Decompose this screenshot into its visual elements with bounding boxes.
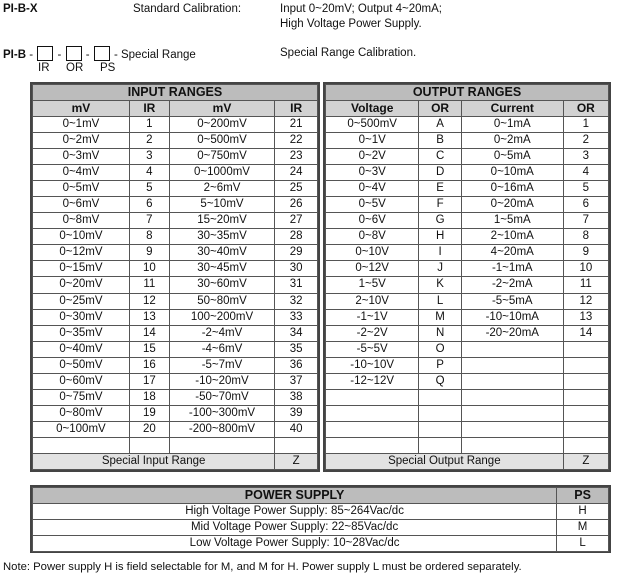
table-row (326, 117, 609, 133)
or-code-box (66, 46, 82, 61)
table-cell: 100~200mV (169, 309, 274, 325)
code-dash-1: - (29, 49, 34, 61)
table-row (33, 389, 318, 405)
table-cell: 0~1mV (33, 117, 130, 133)
table-cell: -2~2V (326, 325, 419, 341)
table-cell: N (419, 325, 461, 341)
table-cell: 0~15mV (33, 261, 130, 277)
table-row (326, 197, 609, 213)
table-cell: 16 (129, 357, 169, 373)
table-cell: 0~12V (326, 261, 419, 277)
table-cell: -2~2mA (461, 277, 563, 293)
table-cell: 28 (275, 229, 318, 245)
table-cell: -2~4mV (169, 325, 274, 341)
table-cell: -4~6mV (169, 341, 274, 357)
box-label-ps: PS (100, 62, 116, 74)
table-row (326, 133, 609, 149)
table-cell: 0~20mV (33, 277, 130, 293)
table-cell: 32 (275, 293, 318, 309)
table-cell: 24 (275, 165, 318, 181)
standard-calibration-label: Standard Calibration: (133, 3, 242, 15)
table-cell: 8 (129, 229, 169, 245)
table-row (33, 293, 318, 309)
table-cell (326, 405, 419, 421)
ir-code-box (37, 46, 53, 61)
special-input-range-code: Z (275, 454, 318, 470)
table-cell: 30~45mV (169, 261, 274, 277)
table-row (33, 504, 609, 520)
table-cell: 0~50mV (33, 357, 130, 373)
special-input-range-label: Special Input Range (33, 454, 275, 470)
table-cell: 38 (275, 389, 318, 405)
table-cell: L (419, 293, 461, 309)
special-model-code (3, 46, 196, 61)
table-row (33, 245, 318, 261)
table-cell: 34 (275, 325, 318, 341)
table-cell: 8 (563, 229, 608, 245)
table-cell: 0~1V (326, 133, 419, 149)
table-cell (563, 389, 608, 405)
table-cell: 15~20mV (169, 213, 274, 229)
input-ranges-title: INPUT RANGES (33, 85, 318, 101)
table-cell: M (419, 309, 461, 325)
table-row (33, 117, 318, 133)
table-cell: 0~8mV (33, 213, 130, 229)
table-row (326, 181, 609, 197)
table-cell: 26 (275, 197, 318, 213)
table-cell: 0~4V (326, 181, 419, 197)
table-cell (563, 405, 608, 421)
table-cell: B (419, 133, 461, 149)
table-cell: 13 (129, 309, 169, 325)
table-cell: 0~6V (326, 213, 419, 229)
table-cell: C (419, 149, 461, 165)
power-supply-title: POWER SUPPLY (33, 488, 557, 504)
table-row (326, 309, 609, 325)
table-row (326, 325, 609, 341)
table-cell: 0~25mV (33, 293, 130, 309)
table-cell: 13 (563, 309, 608, 325)
table-cell: 0~20mA (461, 197, 563, 213)
table-cell: 5~10mV (169, 197, 274, 213)
power-supply-body (33, 504, 609, 552)
table-cell: -1~1mA (461, 261, 563, 277)
table-cell: J (419, 261, 461, 277)
table-cell (461, 421, 563, 437)
table-cell: 0~500mV (326, 117, 419, 133)
table-cell: 39 (275, 405, 318, 421)
table-cell: 0~3V (326, 165, 419, 181)
standard-calibration-desc-2: High Voltage Power Supply. (280, 18, 422, 30)
table-cell (129, 437, 169, 453)
table-cell: 11 (129, 277, 169, 293)
table-cell (419, 389, 461, 405)
table-cell: -200~800mV (169, 421, 274, 437)
table-row (326, 213, 609, 229)
table-row (326, 437, 609, 453)
table-row (33, 197, 318, 213)
output-ranges-body (326, 117, 609, 454)
table-row (326, 357, 609, 373)
table-row (33, 261, 318, 277)
table-cell: A (419, 117, 461, 133)
table-cell: 0~2mA (461, 133, 563, 149)
table-cell: 4 (129, 165, 169, 181)
special-calibration-desc: Special Range Calibration. (280, 47, 417, 59)
table-cell: 10 (129, 261, 169, 277)
table-cell: 0~12mV (33, 245, 130, 261)
table-row (326, 421, 609, 437)
table-cell (461, 373, 563, 389)
table-cell: 3 (129, 149, 169, 165)
table-cell: 10 (563, 261, 608, 277)
table-cell: -10~20mV (169, 373, 274, 389)
table-cell: 40 (275, 421, 318, 437)
table-cell: 0~10mV (33, 229, 130, 245)
table-cell: D (419, 165, 461, 181)
table-cell (169, 437, 274, 453)
table-row (33, 437, 318, 453)
table-cell: 30~40mV (169, 245, 274, 261)
table-cell: E (419, 181, 461, 197)
input-ranges-body (33, 117, 318, 454)
table-cell: 21 (275, 117, 318, 133)
table-cell: 36 (275, 357, 318, 373)
table-cell: 14 (563, 325, 608, 341)
table-cell: 0~30mV (33, 309, 130, 325)
table-cell: 0~80mV (33, 405, 130, 421)
input-header-ir-2: IR (275, 101, 318, 117)
table-row (33, 536, 609, 552)
table-cell: 35 (275, 341, 318, 357)
table-cell: 0~500mV (169, 133, 274, 149)
table-cell (326, 437, 419, 453)
special-range-label: - Special Range (113, 49, 196, 61)
table-cell: 9 (129, 245, 169, 261)
table-cell: 11 (563, 277, 608, 293)
table-row (326, 229, 609, 245)
power-supply-code: H (557, 504, 609, 520)
ps-code-box (94, 46, 110, 61)
input-header-mv-1: mV (33, 101, 130, 117)
table-cell: 0~16mA (461, 181, 563, 197)
table-cell: 14 (129, 325, 169, 341)
power-supply-code: L (557, 536, 609, 552)
table-cell (326, 389, 419, 405)
power-supply-code: M (557, 520, 609, 536)
table-cell: 0~35mV (33, 325, 130, 341)
standard-model-code: PI-B-X (3, 3, 38, 15)
table-cell: 4~20mA (461, 245, 563, 261)
table-cell: 0~6mV (33, 197, 130, 213)
table-row (33, 405, 318, 421)
table-row (326, 293, 609, 309)
special-model-prefix: PI-B (3, 49, 26, 61)
table-cell: 12 (563, 293, 608, 309)
table-cell: 3 (563, 149, 608, 165)
table-cell (326, 421, 419, 437)
table-cell: 15 (129, 341, 169, 357)
table-cell (275, 437, 318, 453)
input-header-mv-2: mV (169, 101, 274, 117)
table-cell: 29 (275, 245, 318, 261)
table-row (33, 373, 318, 389)
table-row (33, 213, 318, 229)
box-label-ir: IR (38, 62, 50, 74)
table-cell: 25 (275, 181, 318, 197)
table-cell: 5 (563, 181, 608, 197)
output-ranges-title: OUTPUT RANGES (326, 85, 609, 101)
table-row (326, 373, 609, 389)
table-cell: 0~1000mV (169, 165, 274, 181)
table-cell (461, 405, 563, 421)
power-supply-table (30, 485, 611, 553)
table-cell: -1~1V (326, 309, 419, 325)
table-cell: 1 (129, 117, 169, 133)
table-cell (563, 341, 608, 357)
table-cell: 12 (129, 293, 169, 309)
table-cell: 2 (563, 133, 608, 149)
table-cell: 2 (129, 133, 169, 149)
table-cell: 4 (563, 165, 608, 181)
table-cell: 9 (563, 245, 608, 261)
table-cell: 0~8V (326, 229, 419, 245)
table-row (33, 149, 318, 165)
table-cell: 2~10V (326, 293, 419, 309)
power-supply-code-header: PS (557, 488, 609, 504)
table-cell: -10~10mA (461, 309, 563, 325)
table-cell: 50~80mV (169, 293, 274, 309)
table-cell: 31 (275, 277, 318, 293)
table-cell (461, 437, 563, 453)
table-row (326, 389, 609, 405)
output-header-current: Current (461, 101, 563, 117)
table-cell (461, 389, 563, 405)
table-row (33, 357, 318, 373)
table-row (326, 245, 609, 261)
table-row (326, 165, 609, 181)
table-cell: 30~60mV (169, 277, 274, 293)
special-output-range-label: Special Output Range (326, 454, 564, 470)
table-cell: 2~6mV (169, 181, 274, 197)
table-cell (419, 405, 461, 421)
table-cell: -12~12V (326, 373, 419, 389)
standard-calibration-desc-1: Input 0~20mV; Output 4~20mA; (280, 3, 442, 15)
table-cell: G (419, 213, 461, 229)
table-cell: 30 (275, 261, 318, 277)
table-row (326, 277, 609, 293)
table-cell: 5 (129, 181, 169, 197)
table-cell: 2~10mA (461, 229, 563, 245)
output-header-or-2: OR (563, 101, 608, 117)
table-cell: 0~60mV (33, 373, 130, 389)
table-cell (461, 357, 563, 373)
table-cell: 19 (129, 405, 169, 421)
table-cell: F (419, 197, 461, 213)
table-row (33, 133, 318, 149)
table-cell: 0~200mV (169, 117, 274, 133)
table-cell: 1~5V (326, 277, 419, 293)
output-header-or-1: OR (419, 101, 461, 117)
table-row (33, 181, 318, 197)
table-cell: -20~20mA (461, 325, 563, 341)
table-cell: 7 (129, 213, 169, 229)
power-supply-desc: Low Voltage Power Supply: 10~28Vac/dc (33, 536, 557, 552)
table-cell: 0~5mV (33, 181, 130, 197)
table-cell: 18 (129, 389, 169, 405)
table-cell: K (419, 277, 461, 293)
table-cell: 7 (563, 213, 608, 229)
table-cell: 1~5mA (461, 213, 563, 229)
table-cell: Q (419, 373, 461, 389)
table-cell: -5~5mA (461, 293, 563, 309)
table-cell: O (419, 341, 461, 357)
table-row (33, 341, 318, 357)
table-cell: 23 (275, 149, 318, 165)
table-cell: P (419, 357, 461, 373)
table-cell: 0~5mA (461, 149, 563, 165)
table-cell: 0~750mV (169, 149, 274, 165)
table-row (326, 405, 609, 421)
table-cell: 6 (563, 197, 608, 213)
table-cell: 30~35mV (169, 229, 274, 245)
table-cell: 0~5V (326, 197, 419, 213)
box-label-or: OR (66, 62, 84, 74)
power-supply-desc: Mid Voltage Power Supply: 22~85Vac/dc (33, 520, 557, 536)
table-cell: 0~2V (326, 149, 419, 165)
table-row (326, 261, 609, 277)
table-cell: -50~70mV (169, 389, 274, 405)
table-row (326, 341, 609, 357)
table-cell (563, 357, 608, 373)
table-row (33, 421, 318, 437)
table-cell: 22 (275, 133, 318, 149)
table-cell: 37 (275, 373, 318, 389)
table-cell: 1 (563, 117, 608, 133)
input-ranges-table (30, 82, 320, 472)
table-cell (563, 437, 608, 453)
table-cell: 20 (129, 421, 169, 437)
table-row (33, 165, 318, 181)
table-row (33, 277, 318, 293)
table-cell: 6 (129, 197, 169, 213)
code-dash-2: - (57, 49, 62, 61)
table-cell: 0~4mV (33, 165, 130, 181)
table-row (33, 229, 318, 245)
special-output-range-code: Z (563, 454, 608, 470)
table-cell (33, 437, 130, 453)
table-cell: 0~100mV (33, 421, 130, 437)
table-cell: H (419, 229, 461, 245)
table-row (326, 149, 609, 165)
table-cell: 0~40mV (33, 341, 130, 357)
table-cell (419, 421, 461, 437)
table-cell: 33 (275, 309, 318, 325)
table-cell: I (419, 245, 461, 261)
footnote: Note: Power supply H is field selectable for M, and M for H. Power supply L must be ordered separately. (3, 561, 522, 573)
table-cell: 0~10mA (461, 165, 563, 181)
table-row (33, 309, 318, 325)
table-cell (461, 341, 563, 357)
table-cell: 0~1mA (461, 117, 563, 133)
table-cell: -100~300mV (169, 405, 274, 421)
output-header-voltage: Voltage (326, 101, 419, 117)
table-cell: 0~3mV (33, 149, 130, 165)
table-row (33, 520, 609, 536)
input-header-ir-1: IR (129, 101, 169, 117)
table-cell: 0~75mV (33, 389, 130, 405)
table-cell (419, 437, 461, 453)
table-cell (563, 373, 608, 389)
power-supply-desc: High Voltage Power Supply: 85~264Vac/dc (33, 504, 557, 520)
table-cell: 0~2mV (33, 133, 130, 149)
code-dash-3: - (85, 49, 90, 61)
table-cell: -5~7mV (169, 357, 274, 373)
table-cell: -5~5V (326, 341, 419, 357)
table-cell: 0~10V (326, 245, 419, 261)
table-row (33, 325, 318, 341)
table-cell: 17 (129, 373, 169, 389)
table-cell: -10~10V (326, 357, 419, 373)
table-cell: 27 (275, 213, 318, 229)
output-ranges-table (323, 82, 611, 472)
table-cell (563, 421, 608, 437)
